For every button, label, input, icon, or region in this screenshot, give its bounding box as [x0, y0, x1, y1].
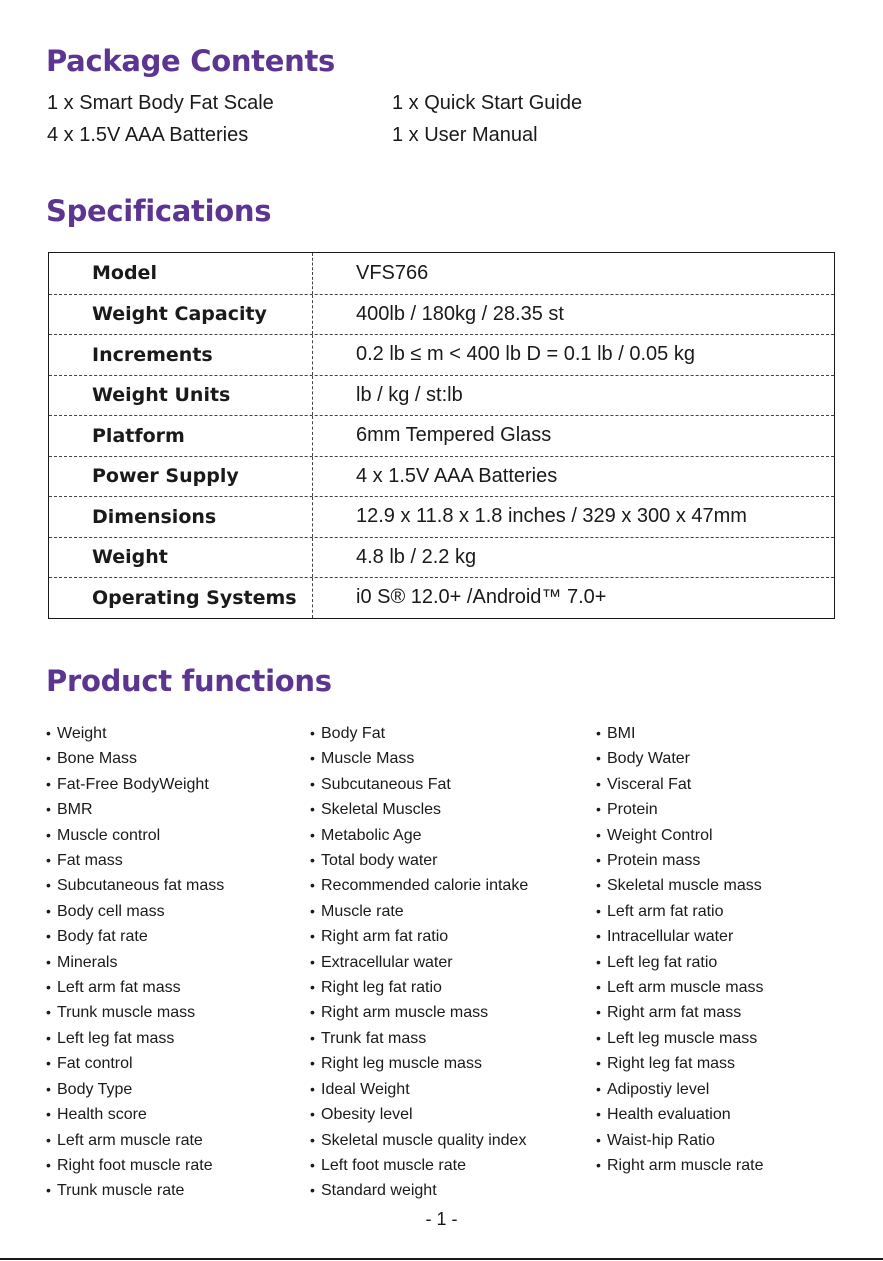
function-item: [46, 1102, 224, 1127]
function-item: [310, 924, 528, 949]
bullet-icon: •: [46, 1156, 51, 1173]
function-item: [46, 873, 224, 898]
product-functions-heading: Product functions: [46, 664, 332, 698]
function-item: [596, 1128, 764, 1153]
function-label: Left leg fat mass: [57, 1029, 175, 1047]
function-label: Extracellular water: [321, 953, 453, 971]
function-item: [46, 1051, 224, 1076]
function-item: [596, 848, 764, 873]
function-item: [310, 797, 528, 822]
bullet-icon: •: [46, 1029, 51, 1046]
function-item: [596, 924, 764, 949]
spec-row: [49, 496, 834, 537]
bullet-icon: •: [310, 1182, 315, 1199]
spec-value: 400lb / 180kg / 28.35 st: [356, 302, 564, 325]
bullet-icon: •: [310, 1004, 315, 1021]
function-item: [310, 1051, 528, 1076]
function-item: [596, 975, 764, 1000]
function-label: Intracellular water: [607, 928, 734, 946]
function-label: Skeletal muscle quality index: [321, 1131, 527, 1149]
bullet-icon: •: [310, 902, 315, 919]
function-label: Trunk fat mass: [321, 1029, 427, 1047]
function-item: [46, 950, 224, 975]
function-label: BMR: [57, 801, 93, 819]
function-item: [46, 899, 224, 924]
function-label: Left foot muscle rate: [321, 1156, 466, 1174]
function-label: Health evaluation: [607, 1106, 731, 1124]
bullet-icon: •: [46, 953, 51, 970]
package-item: 1 x Smart Body Fat Scale: [47, 92, 274, 114]
function-label: Trunk muscle rate: [57, 1182, 185, 1200]
package-contents-heading: Package Contents: [46, 44, 335, 78]
function-label: Left arm fat mass: [57, 979, 181, 997]
bullet-icon: •: [596, 1055, 601, 1072]
function-item: [310, 746, 528, 771]
function-label: Visceral Fat: [607, 775, 692, 793]
function-item: [310, 1077, 528, 1102]
functions-column-2: [310, 721, 528, 1204]
function-label: Health score: [57, 1106, 147, 1124]
function-item: [596, 1000, 764, 1025]
function-label: Body Water: [607, 750, 690, 768]
page-number: - 1 -: [425, 1209, 458, 1229]
function-label: Ideal Weight: [321, 1080, 410, 1098]
bullet-icon: •: [46, 979, 51, 996]
bullet-icon: •: [46, 775, 51, 792]
specifications-heading: Specifications: [46, 194, 272, 228]
function-label: Obesity level: [321, 1106, 413, 1124]
bullet-icon: •: [596, 750, 601, 767]
bullet-icon: •: [46, 1080, 51, 1097]
function-label: Trunk muscle mass: [57, 1004, 196, 1022]
bullet-icon: •: [596, 1004, 601, 1021]
function-item: [310, 1026, 528, 1051]
bullet-icon: •: [310, 1106, 315, 1123]
bullet-icon: •: [596, 725, 601, 741]
function-label: Total body water: [321, 852, 438, 870]
function-label: Minerals: [57, 953, 118, 971]
bullet-icon: •: [46, 826, 51, 843]
bullet-icon: •: [596, 852, 601, 869]
spec-label: Weight Units: [49, 376, 313, 416]
function-label: Adipostiy level: [607, 1080, 710, 1098]
function-item: [596, 873, 764, 898]
function-item: [310, 721, 528, 746]
function-item: [596, 899, 764, 924]
function-label: Protein mass: [607, 852, 701, 870]
function-label: Body Type: [57, 1080, 133, 1098]
function-label: Muscle Mass: [321, 750, 415, 768]
spec-row: [49, 334, 834, 375]
function-item: [46, 975, 224, 1000]
bullet-icon: •: [46, 902, 51, 919]
function-label: Fat-Free BodyWeight: [57, 775, 209, 793]
package-item: 4 x 1.5V AAA Batteries: [47, 124, 249, 146]
package-contents-list: [47, 90, 747, 148]
bullet-icon: •: [310, 725, 315, 741]
function-label: Left arm fat ratio: [607, 902, 724, 920]
function-label: Right arm fat mass: [607, 1004, 742, 1022]
bullet-icon: •: [596, 1029, 601, 1046]
function-item: [310, 975, 528, 1000]
function-label: Right arm muscle mass: [321, 1004, 489, 1022]
function-label: Fat control: [57, 1055, 133, 1073]
function-label: Left arm muscle mass: [607, 979, 764, 997]
bullet-icon: •: [596, 1131, 601, 1148]
function-label: Muscle control: [57, 826, 161, 844]
function-label: Protein: [607, 801, 658, 819]
bullet-icon: •: [596, 801, 601, 818]
functions-column-3: [596, 721, 764, 1178]
bullet-icon: •: [46, 928, 51, 945]
bullet-icon: •: [596, 1156, 601, 1173]
spec-value: 6mm Tempered Glass: [356, 424, 552, 447]
function-item: [310, 950, 528, 975]
function-item: [46, 746, 224, 771]
function-item: [310, 823, 528, 848]
function-item: [596, 746, 764, 771]
spec-label: Model: [49, 253, 313, 294]
bullet-icon: •: [310, 801, 315, 818]
bullet-icon: •: [310, 1029, 315, 1046]
spec-value: 4.8 lb / 2.2 kg: [356, 545, 477, 568]
function-item: [596, 1026, 764, 1051]
function-label: Recommended calorie intake: [321, 877, 529, 895]
bullet-icon: •: [596, 877, 601, 894]
function-item: [596, 1077, 764, 1102]
bullet-icon: •: [46, 750, 51, 767]
function-item: [310, 1178, 528, 1203]
spec-value: 12.9 x 11.8 x 1.8 inches / 329 x 300 x 47mm: [356, 505, 747, 528]
bullet-icon: •: [46, 801, 51, 818]
bullet-icon: •: [310, 852, 315, 869]
spec-row: [49, 415, 834, 456]
function-label: Weight: [57, 725, 107, 742]
function-item: [596, 797, 764, 822]
function-item: [310, 873, 528, 898]
spec-value: VFS766: [356, 261, 429, 284]
function-item: [46, 1077, 224, 1102]
spec-label: Increments: [49, 335, 313, 375]
spec-row: [49, 375, 834, 416]
function-label: BMI: [607, 725, 636, 742]
spec-label: Dimensions: [49, 497, 313, 537]
bullet-icon: •: [310, 775, 315, 792]
bullet-icon: •: [596, 1080, 601, 1097]
function-label: Right arm muscle rate: [607, 1156, 764, 1174]
function-item: [46, 1153, 224, 1178]
bullet-icon: •: [46, 852, 51, 869]
bullet-icon: •: [46, 725, 51, 741]
bullet-icon: •: [46, 877, 51, 894]
function-item: [310, 1128, 528, 1153]
function-item: [596, 950, 764, 975]
bullet-icon: •: [596, 979, 601, 996]
function-item: [310, 1153, 528, 1178]
spec-row: [49, 456, 834, 497]
function-item: [596, 1153, 764, 1178]
bullet-icon: •: [310, 953, 315, 970]
function-label: Skeletal Muscles: [321, 801, 442, 819]
function-label: Right arm fat ratio: [321, 928, 449, 946]
function-label: Waist-hip Ratio: [607, 1131, 715, 1149]
spec-row: [49, 294, 834, 335]
function-item: [310, 772, 528, 797]
specifications-table: [48, 252, 835, 619]
function-item: [596, 721, 764, 746]
bullet-icon: •: [596, 775, 601, 792]
function-label: Left leg muscle mass: [607, 1029, 758, 1047]
bullet-icon: •: [46, 1182, 51, 1199]
bullet-icon: •: [596, 826, 601, 843]
bullet-icon: •: [46, 1106, 51, 1123]
package-item: 1 x Quick Start Guide: [392, 92, 583, 114]
function-item: [46, 848, 224, 873]
function-label: Fat mass: [57, 852, 123, 870]
functions-column-1: [46, 721, 224, 1204]
bullet-icon: •: [46, 1131, 51, 1148]
function-label: Left leg fat ratio: [607, 953, 718, 971]
function-item: [310, 1000, 528, 1025]
function-item: [46, 1178, 224, 1203]
function-label: Weight Control: [607, 826, 713, 844]
function-item: [46, 721, 224, 746]
spec-row: [49, 537, 834, 578]
function-label: Right foot muscle rate: [57, 1156, 213, 1174]
bullet-icon: •: [596, 902, 601, 919]
bullet-icon: •: [46, 1055, 51, 1072]
function-item: [46, 797, 224, 822]
bullet-icon: •: [596, 1106, 601, 1123]
function-label: Subcutaneous fat mass: [57, 877, 225, 895]
bottom-rule: [0, 1258, 883, 1260]
bullet-icon: •: [310, 1080, 315, 1097]
function-item: [310, 899, 528, 924]
function-item: [310, 848, 528, 873]
bullet-icon: •: [310, 1055, 315, 1072]
spec-label: Weight Capacity: [49, 295, 313, 335]
spec-value: lb / kg / st:lb: [356, 383, 463, 406]
spec-label: Operating Systems: [49, 578, 313, 618]
function-label: Body fat rate: [57, 928, 148, 946]
function-label: Metabolic Age: [321, 826, 422, 844]
function-label: Bone Mass: [57, 750, 138, 768]
spec-value: 0.2 lb ≤ m < 400 lb D = 0.1 lb / 0.05 kg: [356, 343, 695, 366]
function-item: [596, 1051, 764, 1076]
bullet-icon: •: [310, 750, 315, 767]
spec-value: i0 S® 12.0+ /Android™ 7.0+: [356, 586, 607, 609]
spec-label: Platform: [49, 416, 313, 456]
spec-value: 4 x 1.5V AAA Batteries: [356, 464, 558, 487]
function-label: Skeletal muscle mass: [607, 877, 762, 895]
function-item: [596, 772, 764, 797]
function-item: [596, 1102, 764, 1127]
bullet-icon: •: [596, 928, 601, 945]
bullet-icon: •: [310, 1131, 315, 1148]
bullet-icon: •: [310, 1156, 315, 1173]
function-label: Subcutaneous Fat: [321, 775, 451, 793]
function-label: Right leg muscle mass: [321, 1055, 482, 1073]
function-label: Right leg fat mass: [607, 1055, 736, 1073]
bullet-icon: •: [310, 826, 315, 843]
function-item: [46, 823, 224, 848]
bullet-icon: •: [596, 953, 601, 970]
bullet-icon: •: [310, 877, 315, 894]
function-label: Standard weight: [321, 1182, 437, 1200]
function-label: Right leg fat ratio: [321, 979, 442, 997]
function-item: [46, 1128, 224, 1153]
package-item: 1 x User Manual: [392, 124, 538, 146]
function-item: [310, 1102, 528, 1127]
function-item: [46, 924, 224, 949]
function-label: Body Fat: [321, 725, 386, 742]
function-item: [46, 772, 224, 797]
function-item: [596, 823, 764, 848]
bullet-icon: •: [310, 979, 315, 996]
function-label: Left arm muscle rate: [57, 1131, 203, 1149]
spec-label: Power Supply: [49, 457, 313, 497]
bullet-icon: •: [310, 928, 315, 945]
bullet-icon: •: [46, 1004, 51, 1021]
function-item: [46, 1000, 224, 1025]
spec-row: [49, 253, 834, 294]
spec-row: [49, 577, 834, 618]
spec-label: Weight: [49, 538, 313, 578]
function-label: Body cell mass: [57, 902, 165, 920]
function-label: Muscle rate: [321, 902, 404, 920]
function-item: [46, 1026, 224, 1051]
